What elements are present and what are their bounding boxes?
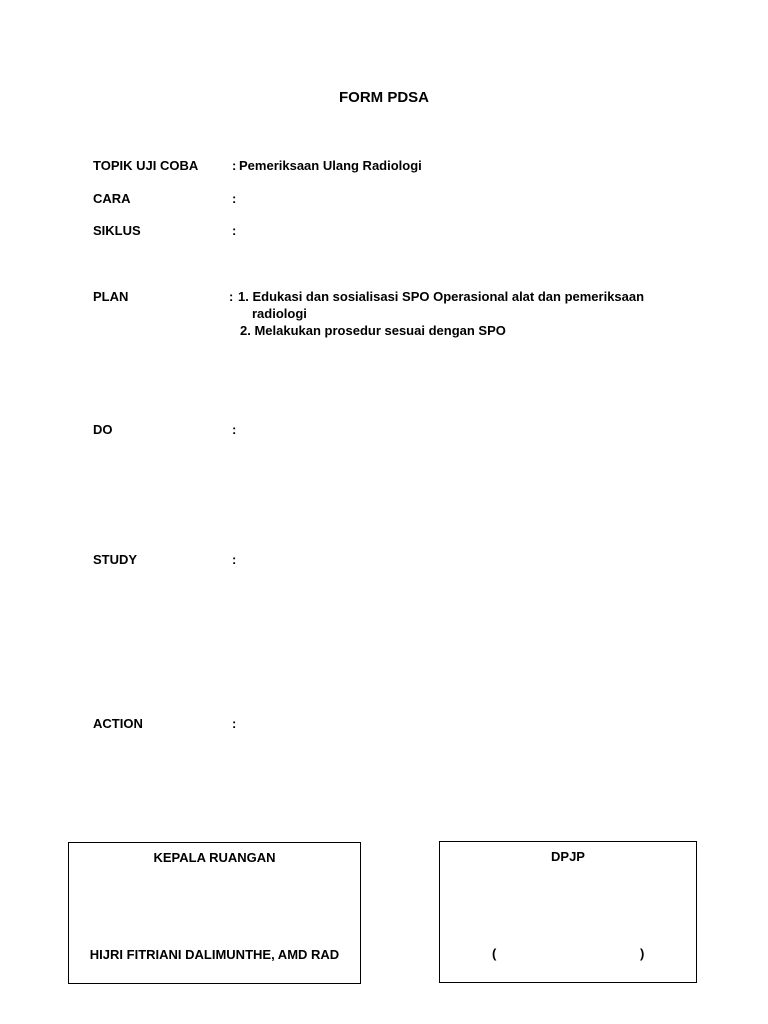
field-siklus-label: SIKLUS: [93, 223, 141, 238]
field-action-colon: :: [232, 716, 237, 731]
signature-title: DPJP: [551, 849, 585, 864]
signature-open-paren: (: [492, 946, 497, 961]
field-do-colon: :: [232, 422, 237, 437]
field-action-label: ACTION: [93, 716, 143, 731]
signature-title: KEPALA RUANGAN: [153, 850, 276, 865]
signature-box-dpjp: [439, 841, 697, 983]
field-cara-label: CARA: [93, 191, 131, 206]
field-do-label: DO: [93, 422, 113, 437]
field-topik-colon: :: [232, 158, 237, 173]
field-topik-label: TOPIK UJI COBA: [93, 158, 199, 173]
plan-item: 2. Melakukan prosedur sesuai dengan SPO: [240, 323, 506, 338]
form-title: FORM PDSA: [339, 89, 429, 106]
field-plan: [93, 288, 693, 348]
plan-item: 1. Edukasi dan sosialisasi SPO Operasional alat dan pemeriksaan radiologi: [238, 289, 645, 321]
signature-name: HIJRI FITRIANI DALIMUNTHE, AMD RAD: [89, 947, 340, 962]
field-study-colon: :: [232, 552, 237, 567]
signature-close-paren: ): [640, 946, 645, 961]
field-siklus-colon: :: [232, 223, 237, 238]
field-study-label: STUDY: [93, 552, 138, 567]
field-plan-label: PLAN: [93, 289, 129, 304]
field-cara-colon: :: [232, 191, 237, 206]
plan-list: [238, 288, 678, 339]
field-plan-colon: :: [229, 289, 234, 304]
signature-box-kepala-ruangan: [68, 842, 361, 984]
field-topik-value: Pemeriksaan Ulang Radiologi: [239, 158, 422, 173]
